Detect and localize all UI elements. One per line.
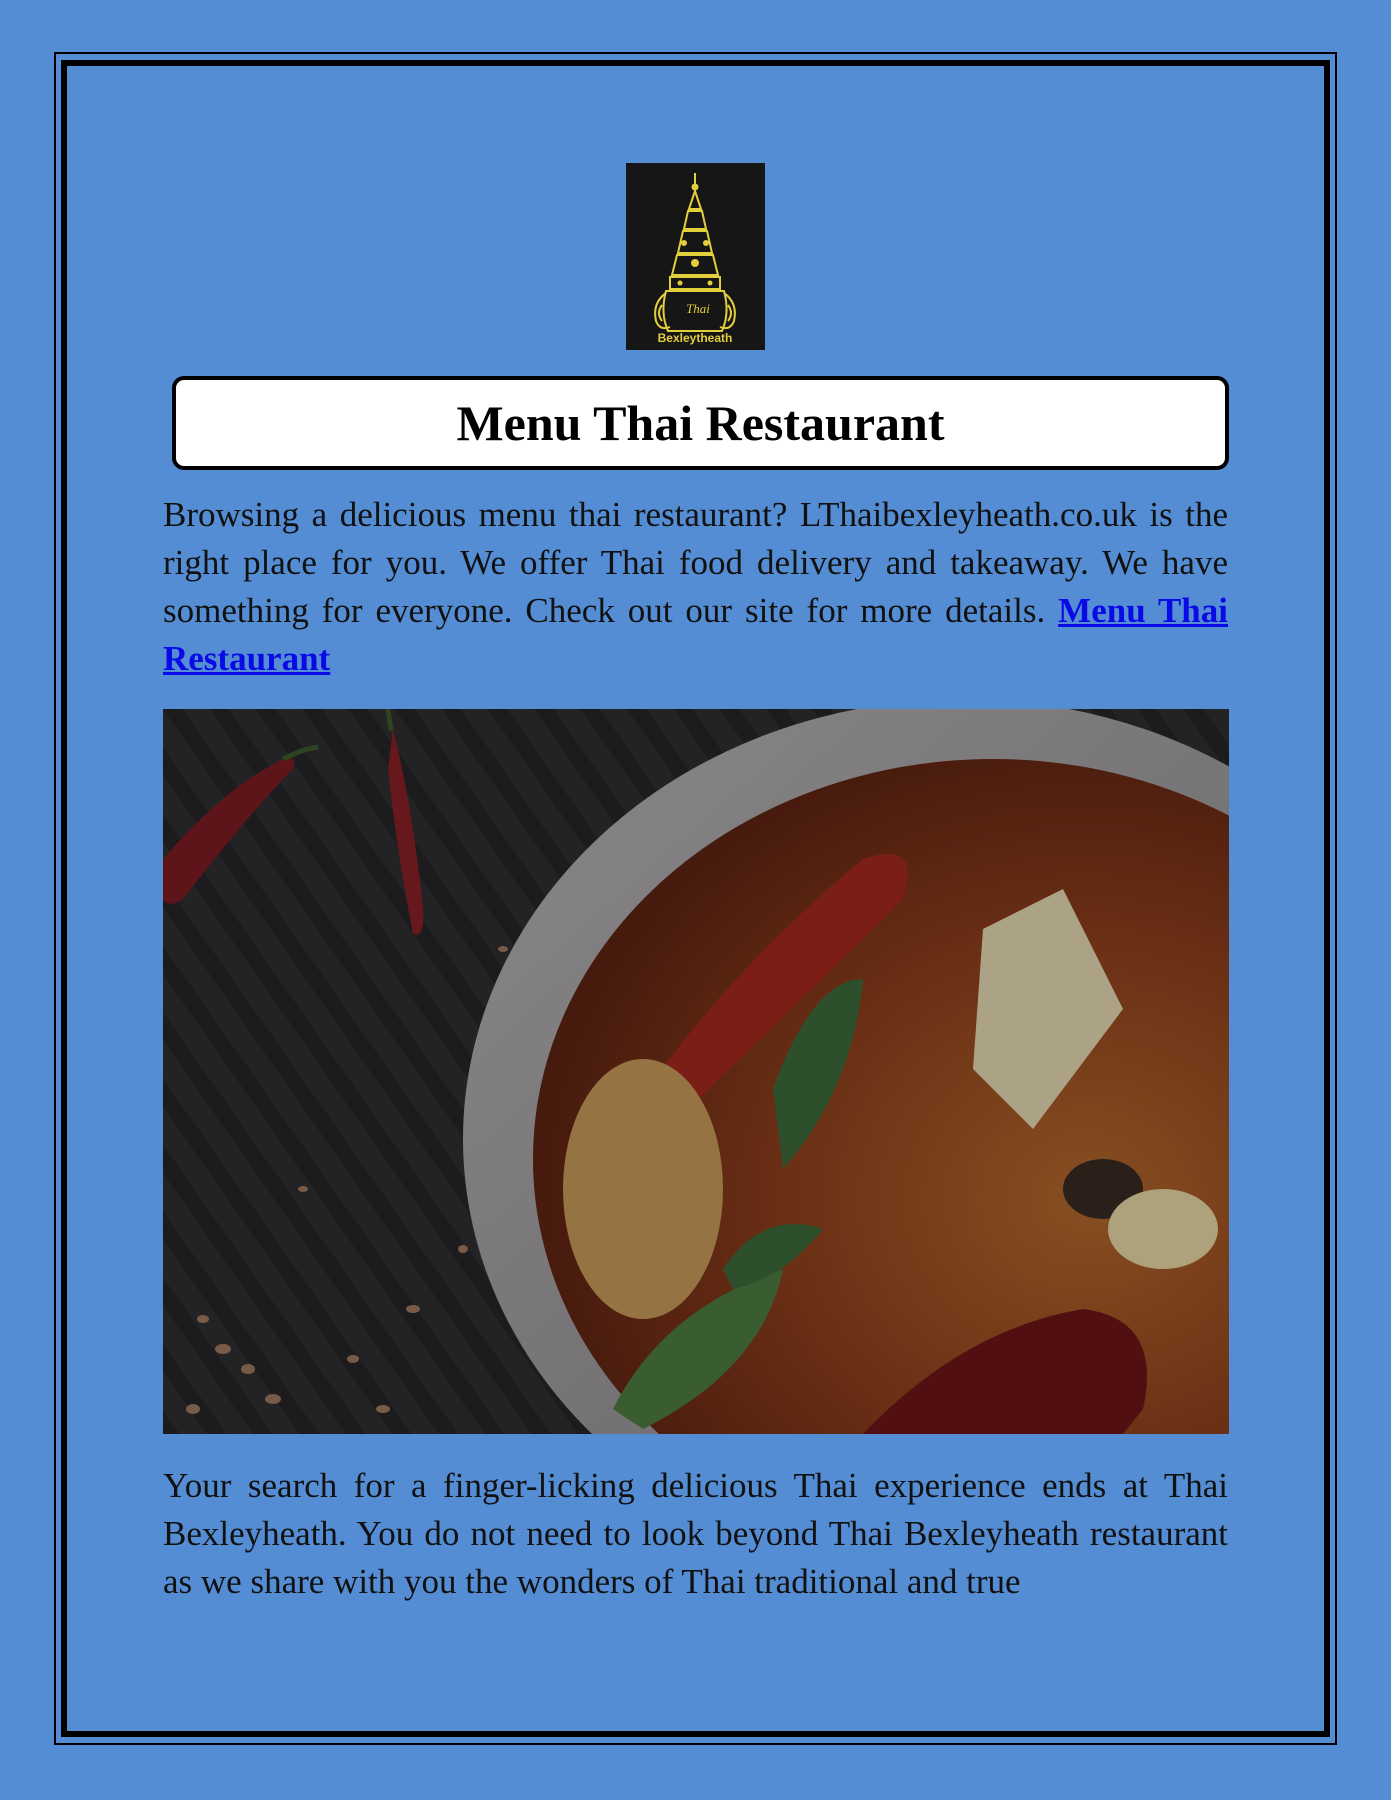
menu-thai-restaurant-link[interactable]: Menu Thai Restaurant	[163, 591, 1229, 678]
logo-script-text: Thai	[686, 301, 710, 316]
logo-text: Bexleytheath	[657, 331, 733, 345]
thai-curry-photo	[163, 709, 1229, 1434]
intro-paragraph	[163, 491, 1228, 683]
intro-text: Browsing a delicious menu thai restaurant? LThaibexleyheath.co.uk is the right place for you. We offer Thai food delivery and takeaway. We have something for everyone. Check out our site for more details.	[163, 495, 1228, 630]
title-box	[172, 376, 1229, 470]
page-title: Menu Thai Restaurant	[456, 395, 945, 451]
body-paragraph: Your search for a finger-licking delicious Thai experience ends at Thai Bexleyheath. You do not need to look beyond Thai Bexleyheath restaurant as we share with you the wonders of Thai traditional and true	[163, 1466, 1228, 1601]
restaurant-logo	[626, 163, 765, 350]
